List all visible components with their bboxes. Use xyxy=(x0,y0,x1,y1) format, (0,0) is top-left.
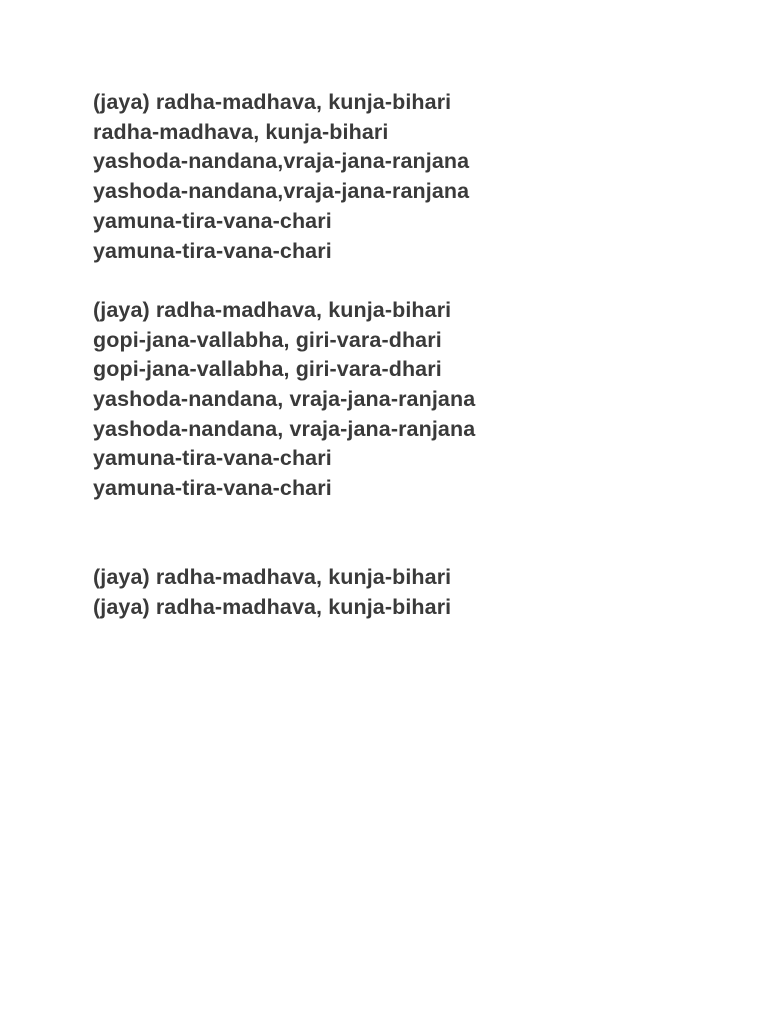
lyric-line: yamuna-tira-vana-chari xyxy=(93,476,332,501)
lyric-line: yamuna-tira-vana-chari xyxy=(93,238,332,263)
lyric-line: yashoda-nandana, vraja-jana-ranjana xyxy=(93,387,476,412)
lyric-line: yashoda-nandana,vraja-jana-ranjana xyxy=(93,149,470,174)
lyric-line: yamuna-tira-vana-chari xyxy=(93,446,332,471)
lyric-line: (jaya) radha-madhava, kunja-bihari xyxy=(93,297,452,322)
lyric-line: gopi-jana-vallabha, giri-vara-dhari xyxy=(93,357,442,382)
lyric-line: gopi-jana-vallabha, giri-vara-dhari xyxy=(93,327,442,352)
lyric-line: (jaya) radha-madhava, kunja-bihari xyxy=(93,594,452,619)
lyric-line: yamuna-tira-vana-chari xyxy=(93,208,332,233)
stanza-3 xyxy=(93,563,733,622)
lyric-line: yashoda-nandana,vraja-jana-ranjana xyxy=(93,179,470,204)
lyric-line: yashoda-nandana, vraja-jana-ranjana xyxy=(93,416,476,441)
lyric-line: (jaya) radha-madhava, kunja-bihari xyxy=(93,565,452,590)
lyrics-body xyxy=(93,88,733,623)
stanza-2 xyxy=(93,296,733,504)
lyric-line: (jaya) radha-madhava, kunja-bihari xyxy=(93,90,452,114)
lyric-line: radha-madhava, kunja-bihari xyxy=(93,119,389,144)
stanza-1 xyxy=(93,88,733,266)
